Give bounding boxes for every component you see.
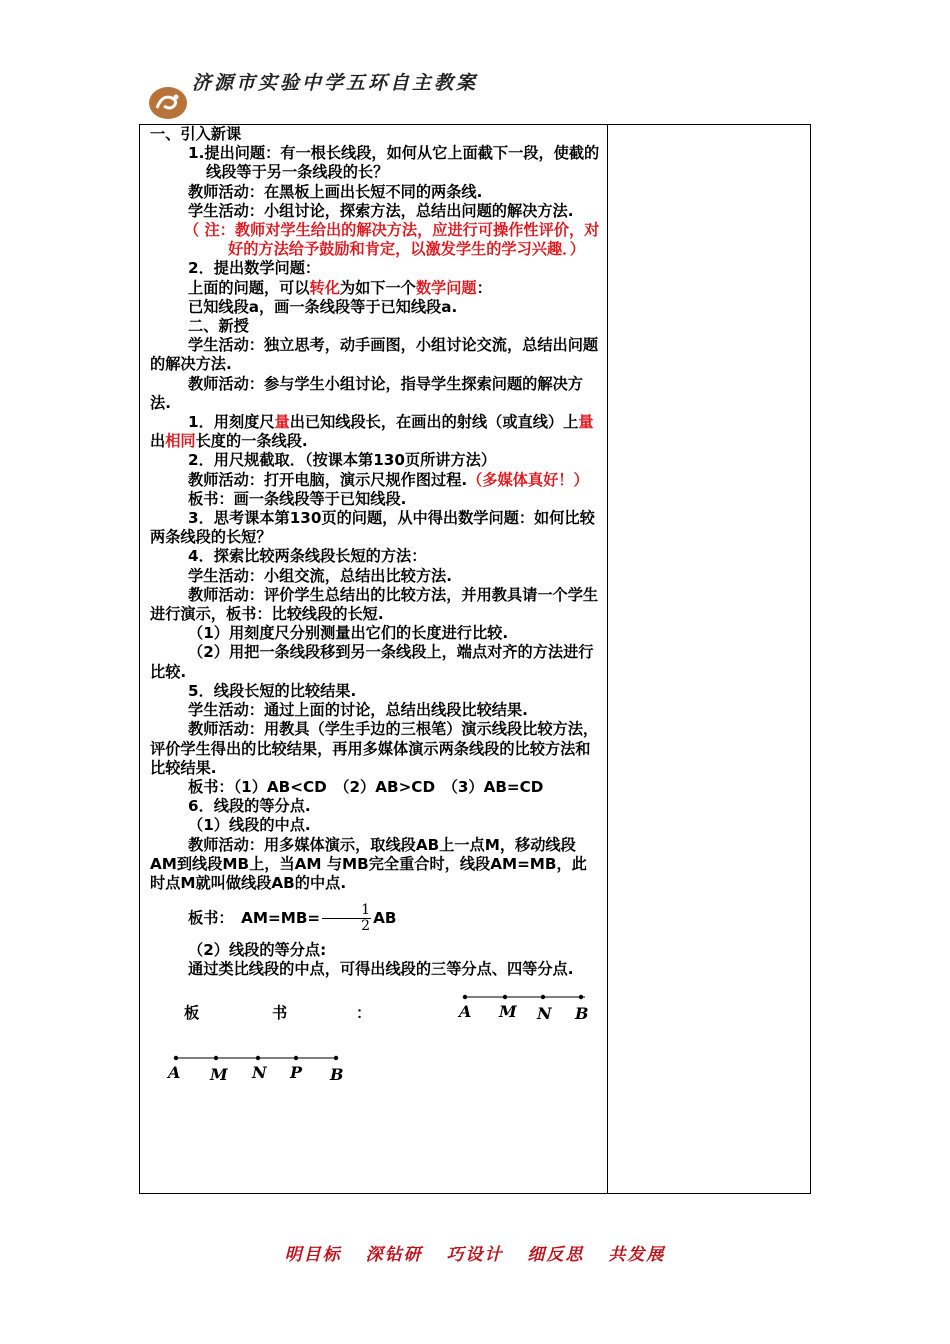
paragraph: 2．提出数学问题： bbox=[188, 259, 321, 278]
blackboard-label: 书 bbox=[272, 1003, 288, 1022]
page-footer-motto bbox=[0, 1240, 950, 1265]
segment-three-equal-parts bbox=[455, 992, 595, 1032]
point bbox=[579, 994, 583, 998]
blackboard-formula: 板书： AM=MB= $\frac{1}{2}$ AB bbox=[188, 902, 397, 935]
paragraph: 6．线段的等分点. bbox=[188, 797, 311, 816]
paragraph: （2）用把一条线段移到另一条线段上，端点对齐的方法进行比较. bbox=[150, 643, 594, 681]
paragraph: 学生活动：小组讨论，探索方法，总结出问题的解决方法. bbox=[188, 201, 574, 220]
section-heading: 二、新授 bbox=[188, 317, 249, 336]
fraction: $\frac{1}{2}$ bbox=[322, 903, 371, 934]
paragraph: 已知线段a，画一条线段等于已知线段a. bbox=[188, 297, 458, 316]
motto-item: 巧设计 bbox=[446, 1245, 504, 1265]
paragraph: 教师活动：评价学生总结出的比较方法，并用教具请一个学生进行演示，板书：比较线段的长短. bbox=[150, 585, 599, 624]
paragraph: 5．线段长短的比较结果. bbox=[188, 681, 357, 700]
teacher-note: （ 注：教师对学生给出的解决方法，应进行可操作性评价，对好的方法给予鼓励和肯定，以激发学生的学习兴趣．） bbox=[184, 221, 600, 259]
motto-item: 明目标 bbox=[284, 1245, 342, 1265]
blackboard-figure-row bbox=[150, 1046, 599, 1096]
paragraph: 教师活动：参与学生小组讨论，指导学生探索问题的解决方法. bbox=[150, 374, 583, 412]
paragraph: 教师活动：在黑板上画出长短不同的两条线. bbox=[188, 182, 483, 201]
paragraph: 4．探索比较两条线段长短的方法： bbox=[188, 547, 427, 566]
segment-four-equal-parts bbox=[164, 1052, 364, 1096]
point-label: M bbox=[210, 1064, 228, 1084]
lesson-content bbox=[140, 125, 607, 1096]
paragraph: 学生活动：通过上面的讨论，总结出线段比较结果. bbox=[188, 701, 528, 720]
point-label: M bbox=[499, 1001, 517, 1021]
paragraph: 1.提出问题：有一根长线段，如何从它上面截下一段，使截的线段等于另一条线段的长？ bbox=[188, 144, 600, 182]
point bbox=[174, 1055, 178, 1059]
point bbox=[256, 1055, 260, 1059]
point bbox=[503, 994, 507, 998]
paragraph: （1）线段的中点. bbox=[188, 816, 311, 835]
point bbox=[463, 994, 467, 998]
point bbox=[541, 994, 545, 998]
paragraph: 上面的问题，可以转化为如下一个数学问题： bbox=[188, 278, 492, 297]
blackboard-label: 板 bbox=[184, 1003, 200, 1022]
blackboard-figure-row bbox=[150, 992, 599, 1046]
paragraph: 教师活动：用多媒体演示，取线段AB上一点M，移动线段AM到线段MB上，当AM 与MB完全重合时，线段AM=MB，此时点M就叫做线段AB的中点. bbox=[150, 835, 587, 892]
paragraph: 学生活动：小组交流，总结出比较方法. bbox=[188, 566, 452, 585]
motto-item: 深钻研 bbox=[365, 1245, 423, 1265]
point-label: A bbox=[459, 1001, 472, 1021]
motto-item: 共发展 bbox=[608, 1245, 666, 1265]
lesson-plan-table bbox=[139, 124, 811, 1194]
paragraph: 学生活动：独立思考，动手画图，小组讨论交流，总结出问题的解决方法. bbox=[150, 336, 599, 374]
lesson-content-cell bbox=[140, 125, 608, 1194]
paragraph: 通过类比线段的中点，可得出线段的三等分点、四等分点. bbox=[188, 960, 574, 979]
paragraph: 3．思考课本第130页的问题，从中得出数学问题：如何比较两条线段的长短？ bbox=[150, 509, 595, 547]
section-heading: 一、引入新课 bbox=[150, 125, 242, 143]
page-header bbox=[148, 66, 808, 122]
point-label: N bbox=[537, 1003, 552, 1023]
point-label: P bbox=[290, 1062, 303, 1082]
paragraph: （1）用刻度尺分别测量出它们的长度进行比较. bbox=[188, 624, 509, 643]
point-label: N bbox=[252, 1062, 267, 1082]
point bbox=[334, 1055, 338, 1059]
paragraph: 板书：画一条线段等于已知线段. bbox=[188, 489, 407, 508]
point-label: B bbox=[575, 1003, 589, 1023]
paragraph: 1．用刻度尺量出已知线段长，在画出的射线（或直线）上量出相同长度的一条线段. bbox=[150, 413, 594, 451]
point-label: B bbox=[330, 1064, 344, 1084]
blackboard-note: 板书：（1）AB<CD （2）AB>CD （3）AB=CD bbox=[188, 777, 544, 796]
point bbox=[294, 1055, 298, 1059]
paragraph: 教师活动：用教具（学生手边的三根笔）演示线段比较方法，评价学生得出的比较结果，再用多媒体演示两条线段的比较方法和比较结果. bbox=[150, 720, 599, 777]
point bbox=[214, 1055, 218, 1059]
notes-cell bbox=[608, 125, 811, 1194]
point-label: A bbox=[168, 1062, 181, 1082]
school-title: 济源市实验中学五环自主教案 bbox=[192, 72, 479, 94]
blackboard-label: ： bbox=[356, 1003, 372, 1022]
motto-item: 细反思 bbox=[527, 1245, 585, 1265]
paragraph: 教师活动：打开电脑，演示尺规作图过程.（多媒体真好！） bbox=[188, 470, 589, 489]
school-logo-icon bbox=[148, 86, 188, 120]
paragraph: 2．用尺规截取．（按课本第130页所讲方法） bbox=[188, 451, 497, 470]
paragraph: （2）线段的等分点: bbox=[188, 941, 327, 960]
